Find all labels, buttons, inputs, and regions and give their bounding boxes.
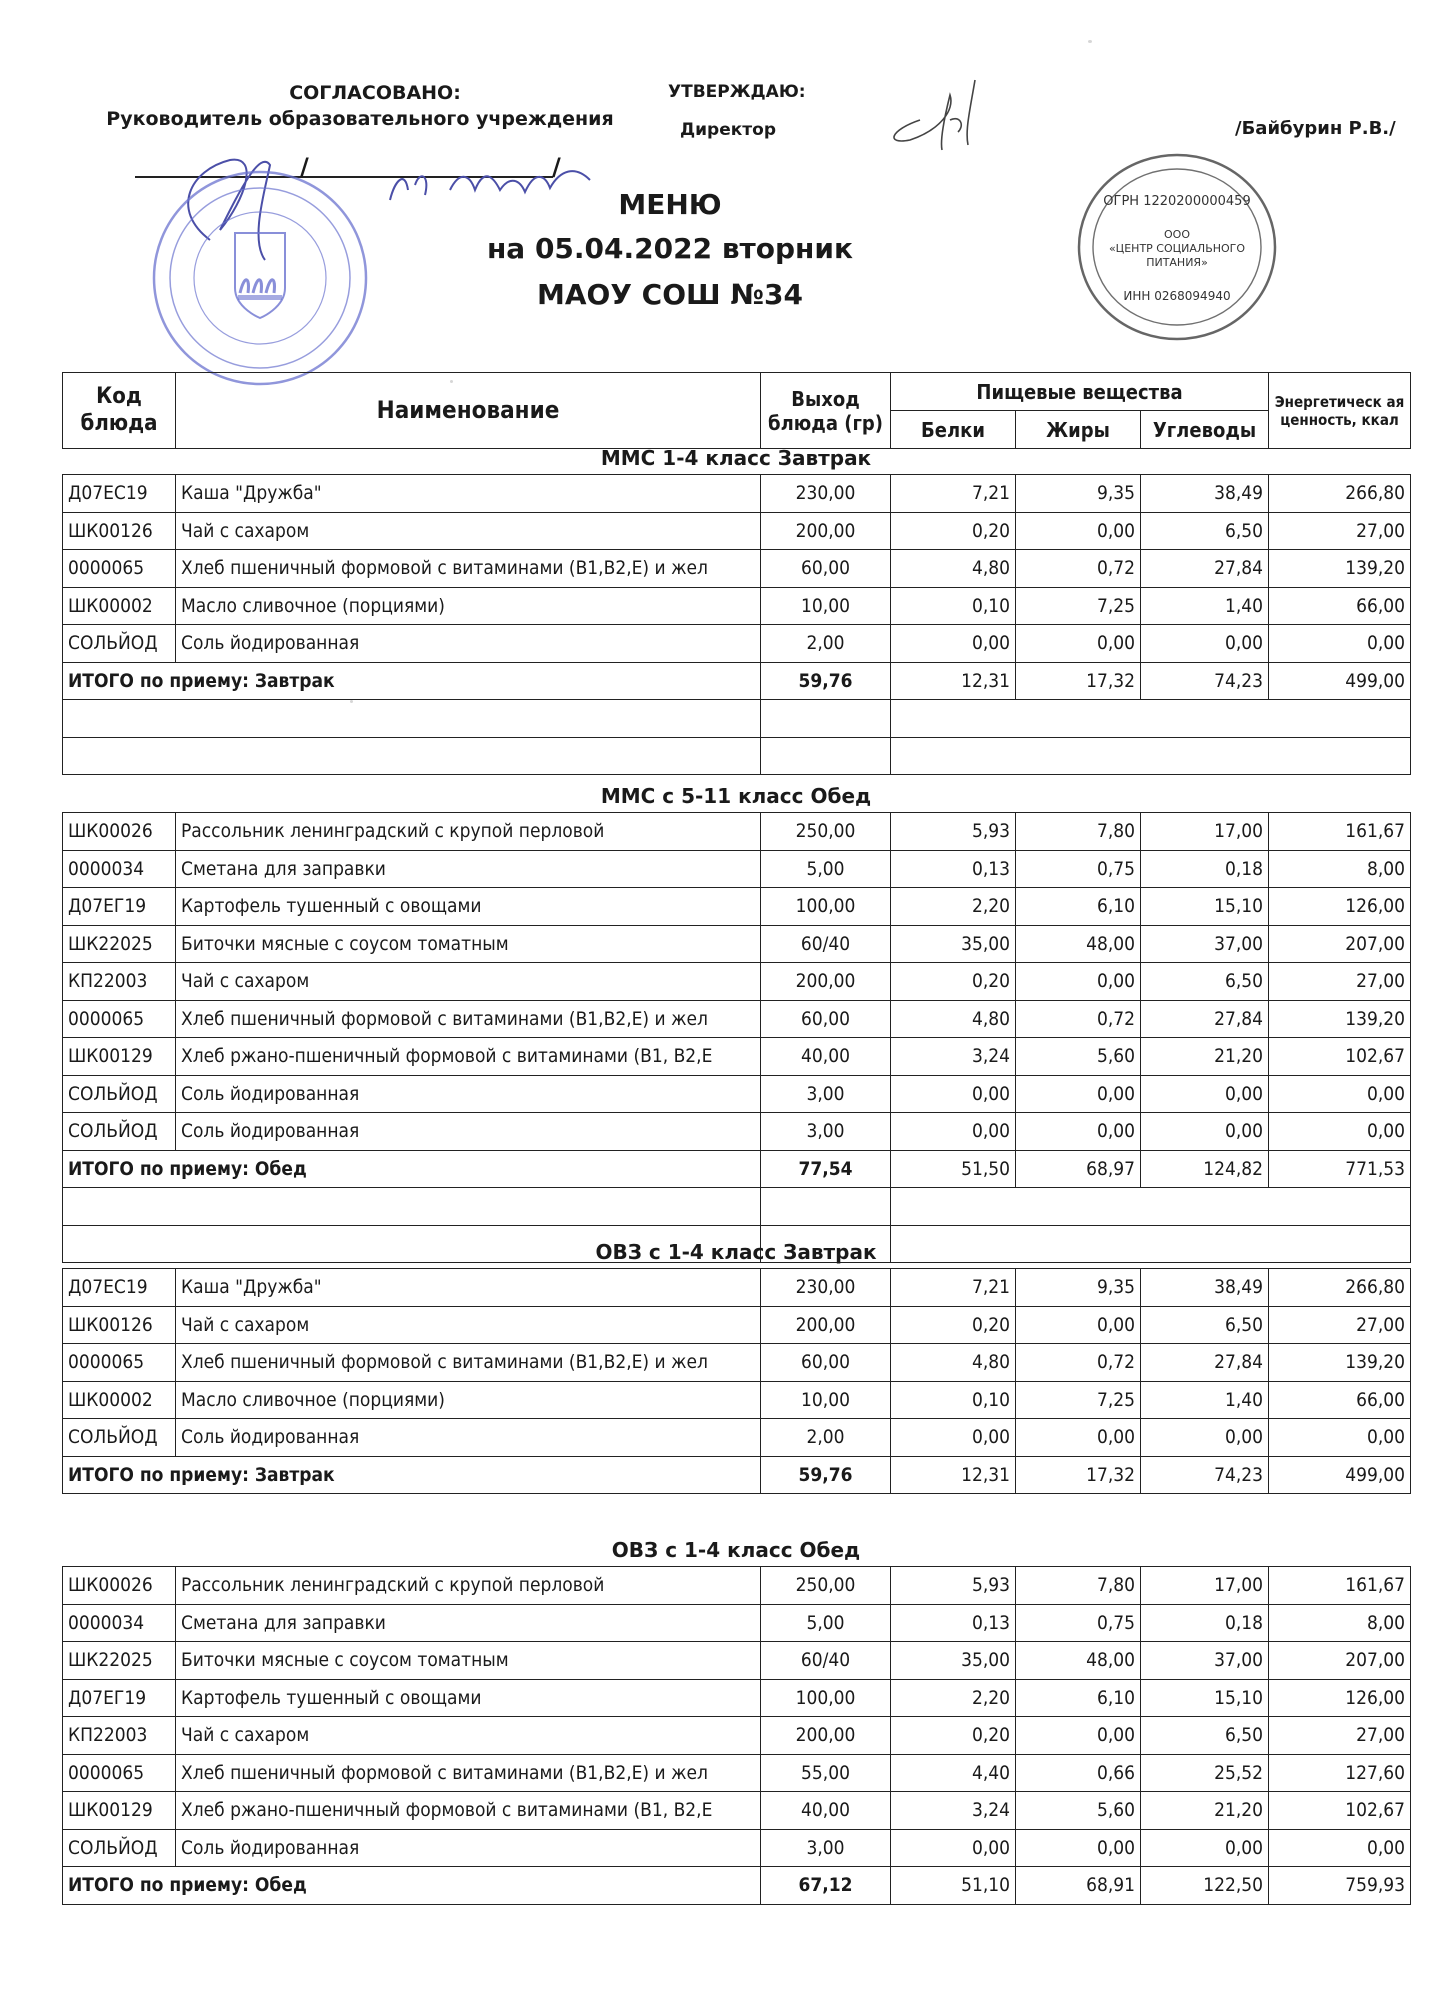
table-row: [63, 1038, 1411, 1076]
cell-yield: 10,00: [761, 587, 891, 625]
cell-name: Соль йодированная: [176, 1113, 761, 1151]
total-fat: 17,32: [1016, 1456, 1141, 1494]
blank-cell: [761, 700, 891, 738]
cell-protein: 3,24: [891, 1038, 1016, 1076]
cell-yield: 2,00: [761, 625, 891, 663]
header-yield: Выход блюда (гр): [761, 373, 891, 449]
scan-artifact: [1088, 40, 1092, 43]
cell-name: Хлеб ржано-пшеничный формовой с витаминами (В1, В2,Е: [176, 1792, 761, 1830]
cell-fat: 9,35: [1016, 475, 1141, 513]
blank-cell: [891, 1188, 1411, 1226]
cell-fat: 5,60: [1016, 1038, 1141, 1076]
section-title: ММС 1-4 класс Завтрак: [600, 446, 872, 470]
director-name: /Байбурин Р.В./: [1235, 118, 1396, 139]
cell-kcal: 27,00: [1269, 512, 1411, 550]
blank-row: [63, 700, 1411, 738]
cell-carbs: 15,10: [1141, 888, 1269, 926]
cell-name: Чай с сахаром: [176, 1717, 761, 1755]
cell-carbs: 21,20: [1141, 1792, 1269, 1830]
cell-code: ШК00002: [63, 587, 176, 625]
table-row: [63, 512, 1411, 550]
cell-kcal: 127,60: [1269, 1754, 1411, 1792]
cell-kcal: 66,00: [1269, 1381, 1411, 1419]
cell-yield: 60/40: [761, 925, 891, 963]
scan-artifact: [450, 380, 453, 383]
cell-carbs: 27,84: [1141, 550, 1269, 588]
cell-protein: 4,80: [891, 1000, 1016, 1038]
total-label: ИТОГО по приему: Обед: [63, 1150, 761, 1188]
section-table: [62, 1566, 1411, 1905]
cell-code: 0000034: [63, 850, 176, 888]
header-code: Код блюда: [63, 373, 176, 449]
table-row: [63, 925, 1411, 963]
total-protein: 51,10: [891, 1867, 1016, 1905]
cell-name: Биточки мясные с соусом томатным: [176, 925, 761, 963]
header-carbs: Углеводы: [1141, 411, 1269, 449]
cell-code: 0000065: [63, 1000, 176, 1038]
cell-yield: 2,00: [761, 1419, 891, 1457]
cell-yield: 200,00: [761, 1717, 891, 1755]
document-date: на 05.04.2022 вторник: [486, 232, 854, 265]
cell-code: СОЛЬЙОД: [63, 1829, 176, 1867]
total-protein: 12,31: [891, 1456, 1016, 1494]
table-row: [63, 1075, 1411, 1113]
cell-yield: 100,00: [761, 1679, 891, 1717]
total-protein: 12,31: [891, 662, 1016, 700]
cell-yield: 3,00: [761, 1829, 891, 1867]
total-yield: 59,76: [761, 1456, 891, 1494]
table-row: [63, 1113, 1411, 1151]
cell-name: Сметана для заправки: [176, 1604, 761, 1642]
cell-name: Рассольник ленинградский с крупой перловой: [176, 813, 761, 851]
cell-yield: 250,00: [761, 1567, 891, 1605]
cell-yield: 230,00: [761, 475, 891, 513]
total-yield: 59,76: [761, 662, 891, 700]
cell-fat: 0,00: [1016, 1113, 1141, 1151]
blank-row: [63, 737, 1411, 775]
cell-kcal: 0,00: [1269, 625, 1411, 663]
cell-kcal: 266,80: [1269, 475, 1411, 513]
total-kcal: 499,00: [1269, 662, 1411, 700]
document-title: МЕНЮ: [618, 188, 722, 221]
cell-carbs: 37,00: [1141, 925, 1269, 963]
section-title: ОВЗ с 1-4 класс Завтрак: [595, 1240, 877, 1264]
table-row: [63, 1306, 1411, 1344]
cell-kcal: 139,20: [1269, 1000, 1411, 1038]
header-energy: Энергетическ ая ценность, ккал: [1269, 373, 1411, 449]
menu-table-header: [62, 372, 1411, 449]
cell-fat: 0,00: [1016, 512, 1141, 550]
cell-code: ШК00026: [63, 813, 176, 851]
section-table: [62, 474, 1411, 775]
cell-carbs: 1,40: [1141, 1381, 1269, 1419]
cell-kcal: 66,00: [1269, 587, 1411, 625]
scan-artifact: [350, 700, 353, 703]
cell-protein: 4,40: [891, 1754, 1016, 1792]
table-row: [63, 625, 1411, 663]
cell-fat: 0,00: [1016, 963, 1141, 1001]
cell-protein: 0,00: [891, 1419, 1016, 1457]
cell-kcal: 8,00: [1269, 850, 1411, 888]
cell-code: ШК22025: [63, 1642, 176, 1680]
header-protein: Белки: [891, 411, 1016, 449]
cell-protein: 0,20: [891, 963, 1016, 1001]
cell-code: Д07ЕС19: [63, 1269, 176, 1307]
cell-protein: 0,00: [891, 625, 1016, 663]
table-row: [63, 1829, 1411, 1867]
total-fat: 68,91: [1016, 1867, 1141, 1905]
cell-fat: 0,00: [1016, 1306, 1141, 1344]
cell-carbs: 38,49: [1141, 475, 1269, 513]
cell-name: Масло сливочное (порциями): [176, 1381, 761, 1419]
cell-carbs: 0,00: [1141, 1113, 1269, 1151]
stamp-right-line1: ООО: [1164, 228, 1190, 241]
total-row: [63, 1867, 1411, 1905]
total-fat: 17,32: [1016, 662, 1141, 700]
section-title: ОВЗ с 1-4 класс Обед: [611, 1538, 861, 1562]
cell-yield: 40,00: [761, 1038, 891, 1076]
cell-protein: 0,00: [891, 1113, 1016, 1151]
blank-cell: [761, 737, 891, 775]
cell-yield: 3,00: [761, 1113, 891, 1151]
total-carbs: 124,82: [1141, 1150, 1269, 1188]
cell-code: ШК00026: [63, 1567, 176, 1605]
cell-fat: 0,00: [1016, 1419, 1141, 1457]
cell-code: 0000065: [63, 550, 176, 588]
table-row: [63, 587, 1411, 625]
cell-yield: 60/40: [761, 1642, 891, 1680]
cell-carbs: 6,50: [1141, 512, 1269, 550]
cell-kcal: 0,00: [1269, 1113, 1411, 1151]
cell-code: ШК00129: [63, 1792, 176, 1830]
cell-code: Д07ЕГ19: [63, 1679, 176, 1717]
cell-protein: 0,13: [891, 850, 1016, 888]
cell-carbs: 0,00: [1141, 1419, 1269, 1457]
cell-carbs: 15,10: [1141, 1679, 1269, 1717]
cell-fat: 7,25: [1016, 587, 1141, 625]
confirm-role: Директор: [680, 120, 776, 140]
cell-yield: 5,00: [761, 1604, 891, 1642]
table-row: [63, 1269, 1411, 1307]
table-row: [63, 1000, 1411, 1038]
cell-fat: 0,00: [1016, 625, 1141, 663]
section-table: [62, 1268, 1411, 1494]
cell-kcal: 8,00: [1269, 1604, 1411, 1642]
cell-protein: 2,20: [891, 888, 1016, 926]
cell-code: ШК00126: [63, 512, 176, 550]
total-label: ИТОГО по приему: Завтрак: [63, 662, 761, 700]
cell-protein: 0,20: [891, 512, 1016, 550]
cell-carbs: 0,18: [1141, 1604, 1269, 1642]
total-protein: 51,50: [891, 1150, 1016, 1188]
cell-code: КП22003: [63, 1717, 176, 1755]
stamp-right-line3: ПИТАНИЯ»: [1146, 256, 1208, 269]
cell-protein: 0,00: [891, 1075, 1016, 1113]
cell-code: ШК22025: [63, 925, 176, 963]
cell-kcal: 0,00: [1269, 1829, 1411, 1867]
stamp-right-ogrn: ОГРН 1220200000459: [1103, 194, 1251, 209]
cell-yield: 60,00: [761, 550, 891, 588]
approved-title: СОГЛАСОВАНО:: [289, 82, 461, 104]
stamp-left-icon: [150, 168, 370, 388]
cell-protein: 5,93: [891, 813, 1016, 851]
cell-kcal: 161,67: [1269, 1567, 1411, 1605]
total-carbs: 74,23: [1141, 662, 1269, 700]
total-row: [63, 1150, 1411, 1188]
cell-fat: 0,75: [1016, 850, 1141, 888]
cell-yield: 200,00: [761, 512, 891, 550]
cell-carbs: 0,00: [1141, 1829, 1269, 1867]
cell-carbs: 38,49: [1141, 1269, 1269, 1307]
cell-yield: 5,00: [761, 850, 891, 888]
cell-name: Хлеб пшеничный формовой с витаминами (В1,В2,Е) и жел: [176, 1754, 761, 1792]
cell-protein: 3,24: [891, 1792, 1016, 1830]
table-row: [63, 813, 1411, 851]
cell-name: Каша "Дружба": [176, 475, 761, 513]
approved-role: Руководитель образовательного учреждения: [106, 108, 614, 130]
header-name: Наименование: [176, 373, 761, 449]
cell-code: ШК00126: [63, 1306, 176, 1344]
cell-protein: 7,21: [891, 475, 1016, 513]
cell-name: Соль йодированная: [176, 625, 761, 663]
cell-fat: 0,72: [1016, 1000, 1141, 1038]
cell-name: Чай с сахаром: [176, 1306, 761, 1344]
section-table: [62, 812, 1411, 1263]
stamp-right-inn: ИНН 0268094940: [1123, 289, 1231, 303]
blank-cell: [891, 737, 1411, 775]
cell-protein: 4,80: [891, 550, 1016, 588]
table-row: [63, 1792, 1411, 1830]
cell-carbs: 0,00: [1141, 1075, 1269, 1113]
table-row: [63, 1679, 1411, 1717]
cell-fat: 6,10: [1016, 1679, 1141, 1717]
cell-carbs: 27,84: [1141, 1344, 1269, 1382]
cell-carbs: 25,52: [1141, 1754, 1269, 1792]
cell-yield: 250,00: [761, 813, 891, 851]
cell-protein: 2,20: [891, 1679, 1016, 1717]
table-row: [63, 1344, 1411, 1382]
cell-fat: 6,10: [1016, 888, 1141, 926]
cell-fat: 9,35: [1016, 1269, 1141, 1307]
total-fat: 68,97: [1016, 1150, 1141, 1188]
cell-fat: 7,80: [1016, 1567, 1141, 1605]
cell-kcal: 161,67: [1269, 813, 1411, 851]
cell-carbs: 37,00: [1141, 1642, 1269, 1680]
total-yield: 77,54: [761, 1150, 891, 1188]
cell-name: Картофель тушенный с овощами: [176, 888, 761, 926]
cell-kcal: 102,67: [1269, 1038, 1411, 1076]
cell-protein: 0,10: [891, 1381, 1016, 1419]
total-carbs: 122,50: [1141, 1867, 1269, 1905]
cell-fat: 0,72: [1016, 550, 1141, 588]
cell-kcal: 207,00: [1269, 925, 1411, 963]
cell-fat: 0,00: [1016, 1829, 1141, 1867]
total-carbs: 74,23: [1141, 1456, 1269, 1494]
table-row: [63, 1642, 1411, 1680]
table-row: [63, 550, 1411, 588]
cell-kcal: 0,00: [1269, 1075, 1411, 1113]
table-row: [63, 1381, 1411, 1419]
cell-fat: 48,00: [1016, 1642, 1141, 1680]
cell-protein: 35,00: [891, 1642, 1016, 1680]
cell-protein: 0,10: [891, 587, 1016, 625]
cell-fat: 0,00: [1016, 1717, 1141, 1755]
cell-yield: 200,00: [761, 1306, 891, 1344]
table-row: [63, 1717, 1411, 1755]
cell-code: Д07ЕС19: [63, 475, 176, 513]
cell-name: Сметана для заправки: [176, 850, 761, 888]
cell-carbs: 6,50: [1141, 1306, 1269, 1344]
cell-protein: 5,93: [891, 1567, 1016, 1605]
cell-fat: 0,66: [1016, 1754, 1141, 1792]
cell-name: Картофель тушенный с овощами: [176, 1679, 761, 1717]
cell-name: Соль йодированная: [176, 1829, 761, 1867]
total-yield: 67,12: [761, 1867, 891, 1905]
cell-carbs: 21,20: [1141, 1038, 1269, 1076]
header-nutrients: Пищевые вещества: [891, 373, 1269, 411]
cell-fat: 0,72: [1016, 1344, 1141, 1382]
cell-kcal: 266,80: [1269, 1269, 1411, 1307]
handwritten-signature-director: [880, 70, 1010, 160]
cell-carbs: 17,00: [1141, 813, 1269, 851]
cell-yield: 200,00: [761, 963, 891, 1001]
stamp-right-line2: «ЦЕНТР СОЦИАЛЬНОГО: [1108, 242, 1246, 255]
signature-separator-end: /: [552, 153, 561, 181]
cell-code: Д07ЕГ19: [63, 888, 176, 926]
cell-kcal: 27,00: [1269, 963, 1411, 1001]
cell-name: Биточки мясные с соусом томатным: [176, 1642, 761, 1680]
cell-carbs: 1,40: [1141, 587, 1269, 625]
cell-fat: 7,80: [1016, 813, 1141, 851]
cell-protein: 0,20: [891, 1717, 1016, 1755]
cell-yield: 100,00: [761, 888, 891, 926]
blank-cell: [63, 737, 761, 775]
cell-code: КП22003: [63, 963, 176, 1001]
cell-fat: 5,60: [1016, 1792, 1141, 1830]
cell-kcal: 126,00: [1269, 888, 1411, 926]
cell-carbs: 17,00: [1141, 1567, 1269, 1605]
cell-code: 0000065: [63, 1344, 176, 1382]
cell-carbs: 27,84: [1141, 1000, 1269, 1038]
table-row: [63, 475, 1411, 513]
cell-name: Соль йодированная: [176, 1419, 761, 1457]
section-title: ММС с 5-11 класс Обед: [600, 784, 872, 808]
cell-name: Каша "Дружба": [176, 1269, 761, 1307]
cell-yield: 60,00: [761, 1344, 891, 1382]
blank-cell: [891, 700, 1411, 738]
cell-kcal: 207,00: [1269, 1642, 1411, 1680]
header-fat: Жиры: [1016, 411, 1141, 449]
blank-cell: [63, 1188, 761, 1226]
blank-row: [63, 1188, 1411, 1226]
cell-protein: 0,20: [891, 1306, 1016, 1344]
cell-protein: 0,00: [891, 1829, 1016, 1867]
cell-fat: 7,25: [1016, 1381, 1141, 1419]
cell-kcal: 102,67: [1269, 1792, 1411, 1830]
cell-kcal: 27,00: [1269, 1306, 1411, 1344]
cell-kcal: 139,20: [1269, 550, 1411, 588]
blank-cell: [761, 1188, 891, 1226]
cell-code: ШК00002: [63, 1381, 176, 1419]
total-kcal: 771,53: [1269, 1150, 1411, 1188]
total-row: [63, 662, 1411, 700]
cell-name: Соль йодированная: [176, 1075, 761, 1113]
confirm-title: УТВЕРЖДАЮ:: [668, 82, 806, 102]
cell-name: Хлеб ржано-пшеничный формовой с витаминами (В1, В2,Е: [176, 1038, 761, 1076]
cell-name: Хлеб пшеничный формовой с витаминами (В1,В2,Е) и жел: [176, 1344, 761, 1382]
cell-kcal: 27,00: [1269, 1717, 1411, 1755]
table-row: [63, 1567, 1411, 1605]
cell-kcal: 139,20: [1269, 1344, 1411, 1382]
total-row: [63, 1456, 1411, 1494]
cell-name: Хлеб пшеничный формовой с витаминами (В1,В2,Е) и жел: [176, 550, 761, 588]
cell-carbs: 0,00: [1141, 625, 1269, 663]
total-label: ИТОГО по приему: Завтрак: [63, 1456, 761, 1494]
table-row: [63, 1604, 1411, 1642]
cell-yield: 230,00: [761, 1269, 891, 1307]
total-label: ИТОГО по приему: Обед: [63, 1867, 761, 1905]
cell-code: СОЛЬЙОД: [63, 1419, 176, 1457]
cell-carbs: 6,50: [1141, 963, 1269, 1001]
table-row: [63, 888, 1411, 926]
cell-fat: 0,75: [1016, 1604, 1141, 1642]
cell-fat: 0,00: [1016, 1075, 1141, 1113]
cell-code: СОЛЬЙОД: [63, 625, 176, 663]
document-school: МАОУ СОШ №34: [536, 278, 803, 311]
cell-code: СОЛЬЙОД: [63, 1113, 176, 1151]
cell-name: Рассольник ленинградский с крупой перловой: [176, 1567, 761, 1605]
cell-yield: 55,00: [761, 1754, 891, 1792]
cell-fat: 48,00: [1016, 925, 1141, 963]
cell-name: Чай с сахаром: [176, 512, 761, 550]
cell-yield: 3,00: [761, 1075, 891, 1113]
cell-carbs: 0,18: [1141, 850, 1269, 888]
table-row: [63, 1754, 1411, 1792]
blank-cell: [63, 700, 761, 738]
cell-protein: 4,80: [891, 1344, 1016, 1382]
cell-protein: 0,13: [891, 1604, 1016, 1642]
stamp-right-icon: [1075, 150, 1280, 345]
total-kcal: 759,93: [1269, 1867, 1411, 1905]
cell-code: 0000034: [63, 1604, 176, 1642]
table-row: [63, 850, 1411, 888]
cell-carbs: 6,50: [1141, 1717, 1269, 1755]
cell-protein: 35,00: [891, 925, 1016, 963]
signature-separator: /: [300, 153, 309, 181]
cell-name: Хлеб пшеничный формовой с витаминами (В1,В2,Е) и жел: [176, 1000, 761, 1038]
cell-kcal: 126,00: [1269, 1679, 1411, 1717]
cell-name: Масло сливочное (порциями): [176, 587, 761, 625]
total-kcal: 499,00: [1269, 1456, 1411, 1494]
cell-protein: 7,21: [891, 1269, 1016, 1307]
cell-code: СОЛЬЙОД: [63, 1075, 176, 1113]
table-row: [63, 1419, 1411, 1457]
cell-code: ШК00129: [63, 1038, 176, 1076]
cell-yield: 40,00: [761, 1792, 891, 1830]
cell-yield: 60,00: [761, 1000, 891, 1038]
cell-name: Чай с сахаром: [176, 963, 761, 1001]
table-row: [63, 963, 1411, 1001]
cell-yield: 10,00: [761, 1381, 891, 1419]
cell-kcal: 0,00: [1269, 1419, 1411, 1457]
cell-code: 0000065: [63, 1754, 176, 1792]
